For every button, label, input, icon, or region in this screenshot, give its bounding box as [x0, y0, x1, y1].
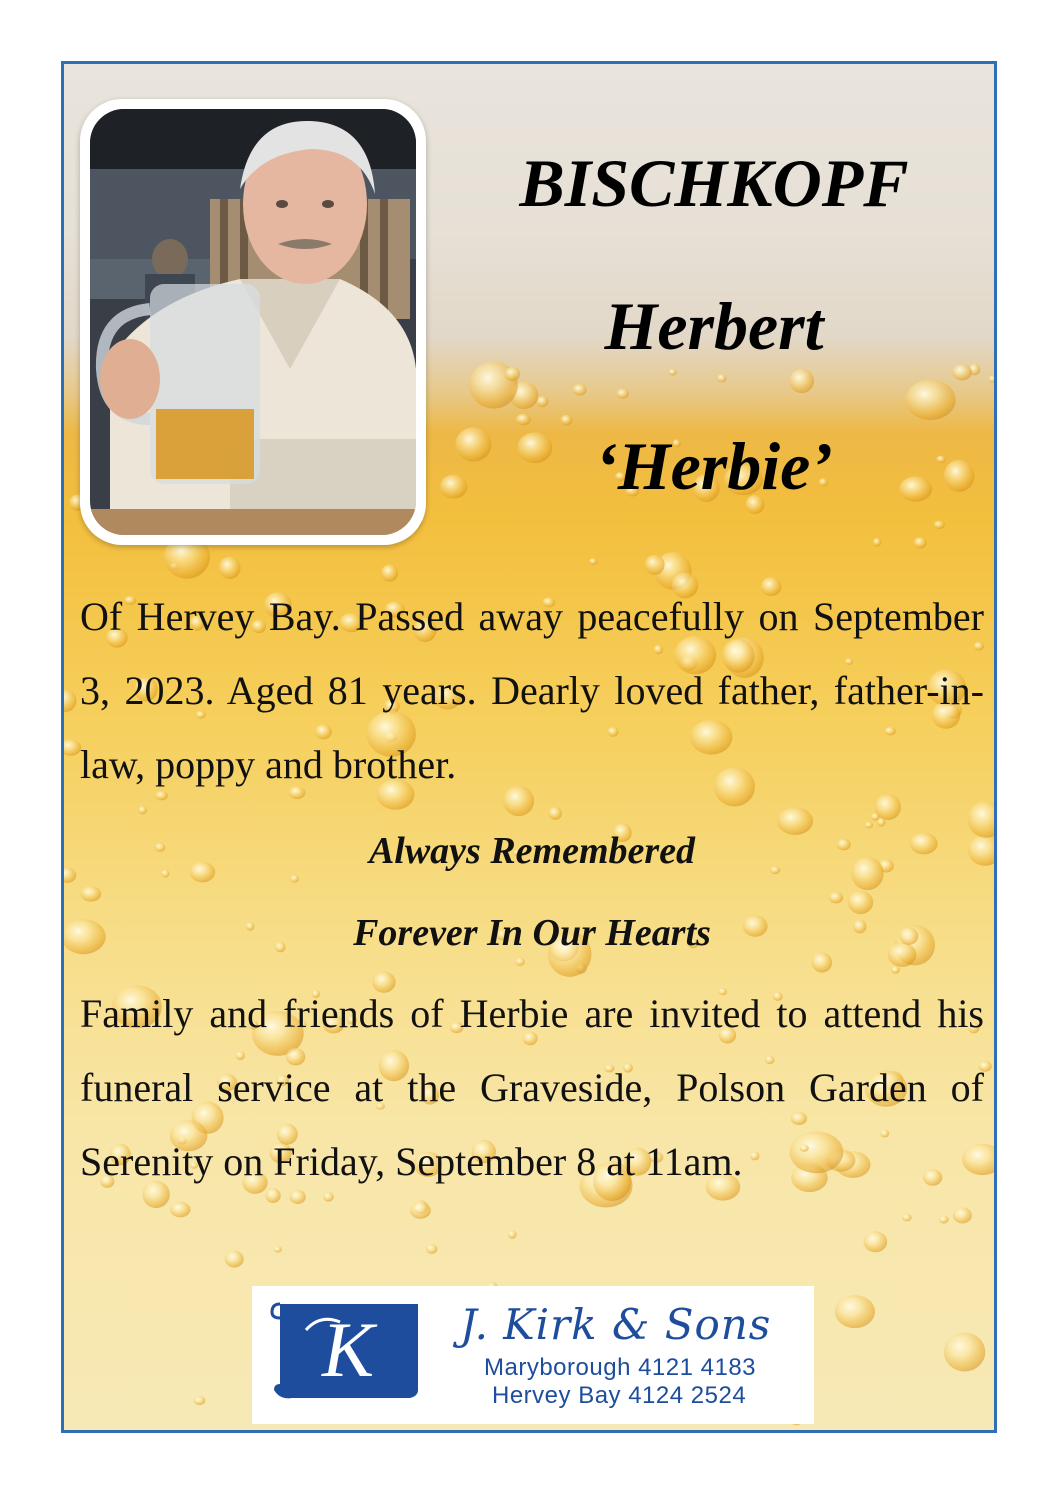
bubble: [537, 396, 549, 407]
funeral-director-name: J. Kirk & Sons: [460, 1300, 772, 1349]
bubble: [789, 369, 814, 393]
kirk-monogram-icon: [270, 1300, 420, 1404]
bubble: [905, 380, 955, 420]
bubble: [939, 1216, 949, 1224]
bubble: [865, 822, 873, 829]
bubble: [873, 538, 881, 547]
tagline-always-remembered: Always Remembered: [368, 830, 696, 872]
bubble: [953, 1207, 972, 1223]
funeral-service-paragraph: Family and friends of Herbie are invited to attend his funeral service at the Graveside, Polson Garden of Serenity on Friday, September 8 at 11am.: [80, 991, 984, 1184]
nickname-heading: ‘Herbie’: [595, 428, 833, 504]
funeral-director-logo: [252, 1286, 814, 1424]
given-name-heading: Herbert: [604, 288, 824, 364]
bubble: [835, 1295, 875, 1328]
bubble: [516, 414, 531, 426]
bubble: [864, 1231, 888, 1252]
bubble: [914, 537, 927, 548]
bubble: [426, 1244, 437, 1254]
bubble: [138, 806, 146, 814]
tagline-forever-in-hearts: Forever In Our Hearts: [353, 912, 711, 954]
bubble: [410, 1202, 431, 1219]
portrait-photo: [90, 109, 416, 535]
surname-heading: BISCHKOPF: [519, 145, 909, 221]
bubble: [934, 521, 945, 529]
bubble: [944, 1333, 985, 1372]
bubble: [219, 557, 241, 579]
notice-frame: [61, 61, 997, 1433]
bubble: [989, 375, 994, 383]
bubble: [717, 374, 727, 382]
bubble: [645, 555, 665, 575]
bubble: [669, 369, 677, 376]
bubble: [548, 807, 562, 820]
bubble: [617, 389, 629, 399]
bubble: [871, 813, 880, 821]
bubble: [194, 1396, 206, 1405]
bubble: [64, 739, 81, 756]
bubble: [829, 892, 843, 904]
bubble: [64, 689, 77, 712]
bubble: [225, 1251, 244, 1268]
bubble: [891, 966, 900, 974]
bubble: [290, 875, 298, 883]
bubble: [589, 558, 598, 565]
bubble: [170, 1202, 190, 1217]
bubble: [515, 958, 524, 966]
bubble: [952, 364, 972, 380]
bubble: [812, 953, 832, 973]
hervey-bay-phone: Hervey Bay 4124 2524: [492, 1382, 747, 1409]
bubble: [573, 384, 587, 395]
bubble: [81, 886, 102, 902]
bubble: [508, 1230, 517, 1239]
death-announcement-paragraph: Of Hervey Bay. Passed away peacefully on September 3, 2023. Aged 81 years. Dearly loved father, father-in-law, poppy and brother.: [80, 594, 984, 787]
bubble: [561, 415, 573, 426]
portrait-frame: [80, 99, 426, 545]
maryborough-phone: Maryborough 4121 4183: [484, 1354, 757, 1381]
bubble: [64, 868, 76, 883]
bubble: [902, 1214, 912, 1222]
bubble: [274, 1246, 282, 1252]
logo-letter: K: [321, 1306, 375, 1393]
bubble: [505, 367, 520, 381]
